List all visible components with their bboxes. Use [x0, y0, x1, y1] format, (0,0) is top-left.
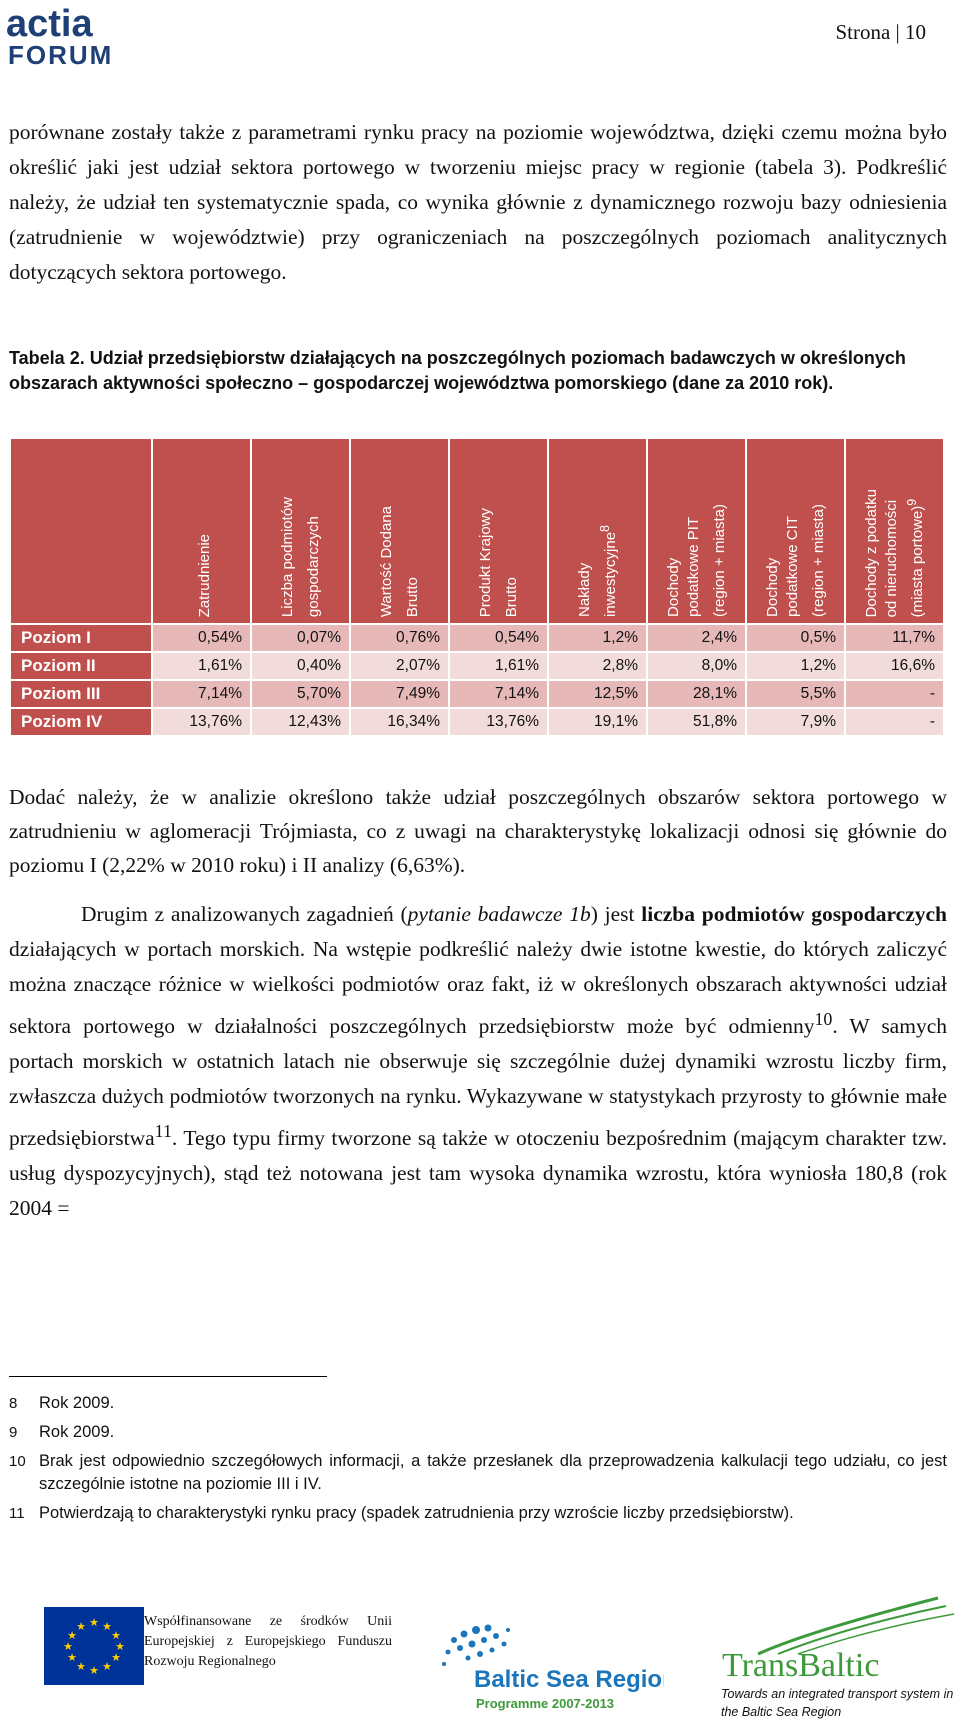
- column-label: Zatrudnienie: [195, 533, 213, 617]
- row-label: Poziom II: [11, 653, 151, 679]
- column-header: [252, 439, 349, 623]
- table-cell: 7,9%: [747, 709, 844, 735]
- svg-text:★: ★: [115, 1640, 125, 1653]
- footnote-ref: 10: [814, 1009, 833, 1029]
- bsr-title: Baltic Sea Region: [474, 1666, 664, 1693]
- transbaltic-tagline: Towards an integrated transport system in the Baltic Sea Region: [721, 1687, 954, 1719]
- footnote: [9, 1392, 947, 1415]
- logo-text-top: actia: [6, 4, 93, 45]
- paragraph-1: porównane zostały także z parametrami rynku pracy na poziomie województwa, dzięki czemu można było określić jaki jest udział sektora portowego w tworzeniu miejsc pracy w regionie (tabela 3). Podkreślić należy, że udział ten systematycznie spada, co wynika głównie z dynamicznego rozwoju bazy odniesienia (zatrudnienie w województwie) przy ograniczeniach na poszczególnych poziomach analitycznych dotyczących sektora portowego.: [9, 120, 947, 284]
- column-label: Nakłady inwestycyjne: [575, 531, 619, 617]
- svg-text:★: ★: [89, 1664, 99, 1677]
- transbaltic-text: TransBaltic: [722, 1647, 880, 1682]
- svg-text:★: ★: [63, 1640, 73, 1653]
- table-cell: 19,1%: [549, 709, 646, 735]
- svg-text:★: ★: [111, 1651, 121, 1664]
- table-cell: 0,07%: [252, 625, 349, 651]
- footnotes: [9, 1392, 947, 1531]
- footnote-number: 9: [9, 1424, 18, 1441]
- svg-text:★: ★: [111, 1629, 121, 1642]
- bsr-programme: Programme 2007-2013: [476, 1696, 615, 1711]
- table-row: [11, 653, 943, 679]
- paragraph-2: Dodać należy, że w analizie określono także udział poszczególnych obszarów sektora portowego w zatrudnieniu w aglomeracji Trójmiasta, co z uwagi na charakterystykę lokalizacji odnosi się głównie do poziomu I (2,22% w 2010 roku) i II analizy (6,63%).: [9, 785, 947, 877]
- paragraph-3-text: . W samych portach morskich w ostatnich latach nie obserwuje się szczególnie dużej dynamiki wzrostu liczby firm, zwłaszcza dużych podmiotów tworzonych na rynku. Wykazywane w statystykach przyrosty to głównie małe przedsiębiorstwa: [9, 1014, 947, 1151]
- column-footnote-ref: 9: [904, 498, 919, 506]
- footnote-text: Rok 2009.: [39, 1394, 115, 1412]
- table-cell: 0,5%: [747, 625, 844, 651]
- table-row: [11, 625, 943, 651]
- table-cell: 0,54%: [153, 625, 250, 651]
- data-table: [9, 437, 945, 737]
- footnote: [9, 1421, 947, 1444]
- table-cell: -: [846, 709, 943, 735]
- actia-forum-logo: [4, 4, 134, 68]
- column-label: Dochody z podatku od nieruchomości (miasta portowe): [862, 488, 926, 617]
- svg-text:★: ★: [76, 1620, 86, 1633]
- table-row: [11, 709, 943, 735]
- table-cell: 0,76%: [351, 625, 448, 651]
- table-cell: 11,7%: [846, 625, 943, 651]
- svg-text:★: ★: [76, 1660, 86, 1673]
- column-label: Wartość Dodana Brutto: [377, 505, 421, 617]
- table-cell: 7,14%: [153, 681, 250, 707]
- transbaltic-logo: [718, 1596, 956, 1682]
- footnote-text: Rok 2009.: [39, 1423, 115, 1441]
- column-label: Liczba podmiotów gospodarczych: [278, 496, 322, 617]
- footnote: [9, 1502, 947, 1525]
- table-cell: 2,07%: [351, 653, 448, 679]
- table-cell: 7,49%: [351, 681, 448, 707]
- svg-text:★: ★: [102, 1660, 112, 1673]
- table-cell: 1,61%: [450, 653, 547, 679]
- paragraph-3-text: Drugim z analizowanych zagadnień (: [81, 902, 408, 926]
- paragraph-3-text: ) jest: [590, 902, 642, 926]
- paragraph-3-text: działających w portach morskich. Na wstępie podkreślić należy dwie istotne kwestie, do których zaliczyć można znaczące różnice w wielkości podmiotów oraz fakt, iż w określonych obszarach aktywności udział sektora portowego w działalności poszczególnych przedsiębiorstw może być odmienny: [9, 937, 947, 1039]
- footnote: [9, 1450, 947, 1496]
- column-header: [549, 439, 646, 623]
- footnote-number: 11: [9, 1505, 25, 1522]
- table-cell: 1,2%: [747, 653, 844, 679]
- table-cell: 1,61%: [153, 653, 250, 679]
- svg-text:★: ★: [67, 1629, 77, 1642]
- table-cell: 16,6%: [846, 653, 943, 679]
- column-header: [351, 439, 448, 623]
- table-cell: 8,0%: [648, 653, 745, 679]
- footnote-number: 10: [9, 1453, 26, 1470]
- table-cell: 51,8%: [648, 709, 745, 735]
- column-footnote-ref: 8: [597, 525, 612, 532]
- table-cell: 0,40%: [252, 653, 349, 679]
- column-label: Dochody podatkowe CIT (region + miasta): [763, 504, 827, 617]
- table-cell: 5,5%: [747, 681, 844, 707]
- logo-text-bottom: FORUM: [8, 40, 114, 68]
- paragraph-3-text: . Tego typu firmy tworzone są także w otoczeniu bezpośrednim (mającym charakter tzw. usług dyspozycyjnych), stąd też notowana jest tam wysoka dynamika wzrostu, która wyniosła 180,8 (rok 2004 =: [9, 1126, 947, 1221]
- table-cell: 16,34%: [351, 709, 448, 735]
- column-header: [153, 439, 250, 623]
- footnote-text: Potwierdzają to charakterystyki rynku pracy (spadek zatrudnienia przy wzroście liczby przedsiębiorstw).: [39, 1504, 794, 1522]
- page-number: Strona | 10: [835, 20, 926, 44]
- column-header: [648, 439, 745, 623]
- cofinancing-note: Współfinansowane ze środków Unii Europejskiej z Europejskiego Funduszu Rozwoju Regionalnego: [144, 1614, 392, 1669]
- footnote-text: Brak jest odpowiednio szczegółowych informacji, a także przesłanek dla przeprowadzenia kalkulacji tego udziału, co jest szczególnie istotne na poziomie III i IV.: [39, 1452, 947, 1493]
- column-header: [450, 439, 547, 623]
- eu-flag-icon: [44, 1607, 144, 1685]
- row-label: Poziom III: [11, 681, 151, 707]
- row-label: Poziom I: [11, 625, 151, 651]
- svg-text:★: ★: [102, 1620, 112, 1633]
- row-label: Poziom IV: [11, 709, 151, 735]
- table-corner-cell: [11, 439, 151, 623]
- column-header: [846, 439, 943, 623]
- footnote-number: 8: [9, 1395, 18, 1412]
- table-cell: 7,14%: [450, 681, 547, 707]
- column-header: [747, 439, 844, 623]
- column-label: Dochody podatkowe PIT (region + miasta): [664, 504, 728, 617]
- table-row: [11, 681, 943, 707]
- column-label: Produkt Krajowy Brutto: [476, 507, 520, 617]
- baltic-sea-region-logo: [424, 1600, 664, 1715]
- table-cell: 0,54%: [450, 625, 547, 651]
- svg-text:★: ★: [67, 1651, 77, 1664]
- table-caption: Tabela 2. Udział przedsiębiorstw działających na poszczególnych poziomach badawczych w określonych obszarach aktywności społeczno – gospodarczej województwa pomorskiego (dane za 2010 rok).: [9, 348, 906, 393]
- table-cell: 13,76%: [450, 709, 547, 735]
- paragraph-3: [9, 897, 947, 1226]
- table-cell: 12,5%: [549, 681, 646, 707]
- table-cell: 2,4%: [648, 625, 745, 651]
- table-cell: 28,1%: [648, 681, 745, 707]
- table-header-row: [11, 439, 943, 623]
- footnote-divider: [9, 1376, 327, 1377]
- footnote-ref: 11: [154, 1121, 172, 1142]
- table-cell: 12,43%: [252, 709, 349, 735]
- table-cell: -: [846, 681, 943, 707]
- table-cell: 13,76%: [153, 709, 250, 735]
- svg-text:★: ★: [89, 1616, 99, 1629]
- table-cell: 1,2%: [549, 625, 646, 651]
- paragraph-3-bold: liczba podmiotów gospodarczych: [641, 902, 947, 926]
- paragraph-3-italic: pytanie badawcze 1b: [407, 902, 591, 926]
- table-cell: 2,8%: [549, 653, 646, 679]
- table-cell: 5,70%: [252, 681, 349, 707]
